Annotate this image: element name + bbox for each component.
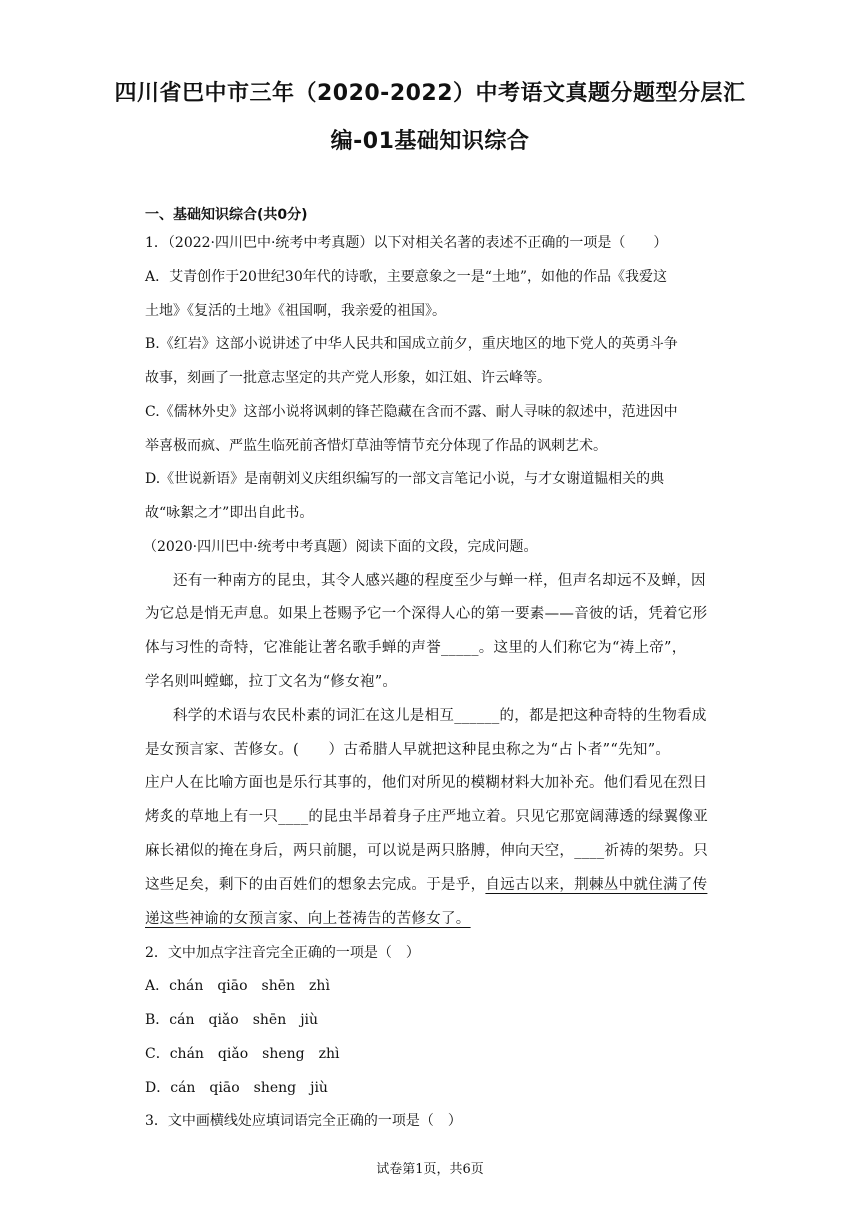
q2-option-d: D．cán qiāo sheng jiù: [145, 1080, 328, 1096]
q1-option-b-line2: 故事，刻画了一批意志坚定的共产党人形象，如江姐、许云峰等。: [145, 370, 551, 386]
q1-option-d-line2: 故“咏絮之才”即出自此书。: [145, 505, 314, 521]
q1-option-a-line2: 土地》《复活的土地》《祖国啊，我亲爱的祖国》。: [145, 303, 446, 319]
q1-option-d-line1: D.《世说新语》是南朝刘义庆组织编写的一部文言笔记小说，与才女谢道韫相关的典: [145, 471, 665, 487]
passage-p2-line5: 麻长裙似的掩在身后，两只前腿，可以说是两只胳膊，伸向天空，____祈祷的架势。只: [145, 843, 708, 859]
passage-p2-line6: [145, 875, 725, 895]
page-title: [100, 70, 760, 166]
q2-option-c: C．chán qiǎo sheng zhì: [145, 1046, 340, 1062]
section-heading: 一、基础知识综合(共0分): [145, 207, 308, 223]
q2-option-a: A．chán qiāo shēn zhì: [145, 978, 330, 994]
page-footer: 试卷第1页，共6页: [376, 1162, 484, 1177]
passage-p1-line3: 体与习性的奇特，它准能让著名歌手蝉的声誉_____。这里的人们称它为“祷上帝”，: [145, 640, 687, 656]
passage-p2-line1: 科学的术语与农民朴素的词汇在这儿是相互______的，都是把这种奇特的生物看成: [173, 708, 707, 724]
passage-p2-line4: 烤炙的草地上有一只____的昆虫半昂着身子庄严地立着。只见它那宽阔薄透的绿翼像亚: [145, 809, 708, 825]
q1-option-a-line1: A．艾青创作于20世纪30年代的诗歌，主要意象之一是“土地”，如他的作品《我爱这: [145, 269, 668, 285]
title-line-2: 编-01基础知识综合: [330, 129, 530, 154]
q1-option-c-line1: C.《儒林外史》这部小说将讽刺的锋芒隐藏在含而不露、耐人寻味的叙述中，范进因中: [145, 404, 678, 420]
q2-option-b: B．cán qiǎo shēn jiù: [145, 1012, 319, 1028]
passage-p2-line6-plain: 这些足矣，剩下的由百姓们的想象去完成。于是乎，: [145, 877, 486, 893]
title-line-1: 四川省巴中市三年（2020-2022）中考语文真题分题型分层汇: [114, 81, 746, 106]
passage-p1-line4: 学名则叫螳螂，拉丁文名为“修女袍”。: [145, 674, 398, 690]
question-3-stem: 3．文中画横线处应填词语完全正确的一项是（ ）: [145, 1113, 462, 1129]
passage-p1-line2: 为它总是悄无声息。如果上苍赐予它一个深得人心的第一要素——音彼的话，凭着它形: [145, 606, 708, 622]
underlined-sentence-part2: 递这些神谕的女预言家、向上苍祷告的苦修女了。: [145, 911, 471, 927]
passage-intro: （2020·四川巴中·统考中考真题）阅读下面的文段，完成问题。: [143, 539, 538, 555]
passage-p1-line1: 还有一种南方的昆虫，其令人感兴趣的程度至少与蝉一样，但声名却远不及蝉，因: [173, 573, 706, 589]
question-2-stem: 2．文中加点字注音完全正确的一项是（ ）: [145, 945, 420, 961]
passage-p2-line2: 是女预言家、苦修女。( ）古希腊人早就把这种昆虫称之为“占卜者”“先知”。: [145, 742, 671, 758]
question-1-stem: 1．（2022·四川巴中·统考中考真题）以下对相关名著的表述不正确的一项是（ ）: [145, 235, 668, 251]
underlined-sentence-part1: 自远古以来，荆棘丛中就住满了传: [485, 877, 708, 893]
q1-option-b-line1: B.《红岩》这部小说讲述了中华人民共和国成立前夕，重庆地区的地下党人的英勇斗争: [145, 336, 678, 352]
passage-p2-line3: 庄户人在比喻方面也是乐行其事的，他们对所见的模糊材料大加补充。他们看见在烈日: [145, 775, 708, 791]
q1-option-c-line2: 举喜极而疯、严监生临死前吝惜灯草油等情节充分体现了作品的讽刺艺术。: [145, 438, 607, 454]
